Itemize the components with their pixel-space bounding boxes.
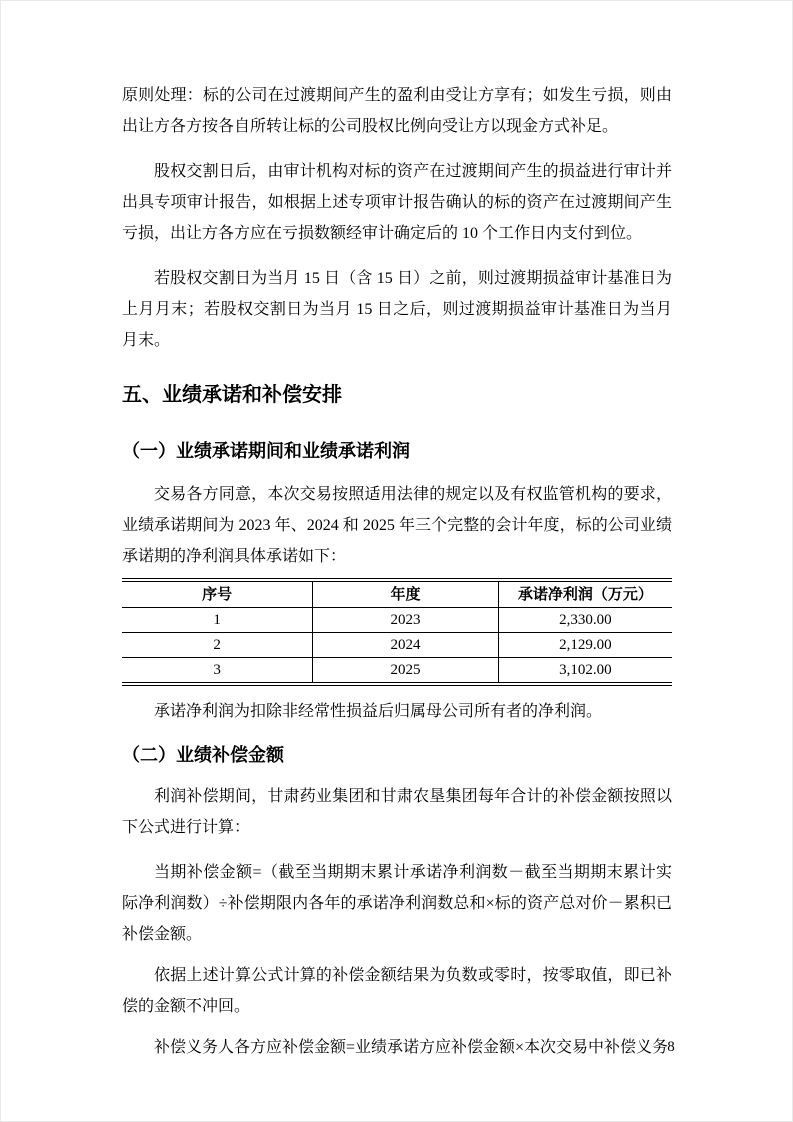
paragraph-compensation-formula: 当期补偿金额=（截至当期期末累计承诺净利润数－截至当期期末累计实际净利润数）÷补偿期限内各年的承诺净利润数总和×标的资产总对价－累积已补偿金额。 [122,864,672,943]
table-cell-seq: 1 [122,608,313,633]
paragraph-commitment-intro: 交易各方同意，本次交易按照适用法律的规定以及有权监管机构的要求，业绩承诺期间为 2023 年、2024 和 2025 年三个完整的会计年度，标的公司业绩承诺期的净利润具体承诺如下： [122,486,672,565]
table-row [122,658,672,685]
table-row [122,633,672,658]
table-header-year: 年度 [313,580,498,608]
paragraph-transition-profit: 原则处理：标的公司在过渡期间产生的盈利由受让方享有；如发生亏损，则由出让方各方按各自所转让标的公司股权比例向受让方以现金方式补足。 [122,87,672,135]
paragraph-obligor-share: 补偿义务人各方应补偿金额=业绩承诺方应补偿金额×本次交易中补偿义务 [154,1039,669,1056]
table-row [122,608,672,633]
table-header-promised-profit: 承诺净利润（万元） [498,580,672,608]
document-body [122,80,672,1063]
paragraph-compensation-intro: 利润补偿期间，甘肃药业集团和甘肃农垦集团每年合计的补偿金额按照以下公式进行计算： [122,788,672,836]
table-cell-seq: 3 [122,658,313,685]
table-cell-seq: 2 [122,633,313,658]
page-number: 8 [667,1039,675,1055]
table-cell-year: 2024 [313,633,498,658]
subsection-heading-compensation-amount: （二）业绩补偿金额 [122,745,284,765]
table-header-row [122,580,672,608]
subsection-heading-commitment-period: （一）业绩承诺期间和业绩承诺利润 [122,441,410,461]
section-heading-performance-commitment: 五、业绩承诺和补偿安排 [122,384,342,406]
table-cell-profit: 2,330.00 [498,608,672,633]
table-cell-profit: 2,129.00 [498,633,672,658]
table-cell-profit: 3,102.00 [498,658,672,685]
paragraph-profit-definition: 承诺净利润为扣除非经常性损益后归属母公司所有者的净利润。 [154,703,603,720]
table-cell-year: 2025 [313,658,498,685]
table-header-seq: 序号 [122,580,313,608]
paragraph-zero-floor-rule: 依据上述计算公式计算的补偿金额结果为负数或零时，按零取值，即已补偿的金额不冲回。 [122,967,672,1015]
table-cell-year: 2023 [313,608,498,633]
paragraph-audit-after-delivery: 股权交割日后，由审计机构对标的资产在过渡期间产生的损益进行审计并出具专项审计报告，如根据上述专项审计报告确认的标的资产在过渡期间产生亏损，出让方各方应在亏损数额经审计确定后的 10 个工作日内支付到位。 [122,163,672,242]
paragraph-audit-base-date: 若股权交割日为当月 15 日（含 15 日）之前，则过渡期损益审计基准日为上月月末；若股权交割日为当月 15 日之后，则过渡期损益审计基准日为当月月末。 [122,270,672,349]
commitment-profit-table [122,578,672,686]
